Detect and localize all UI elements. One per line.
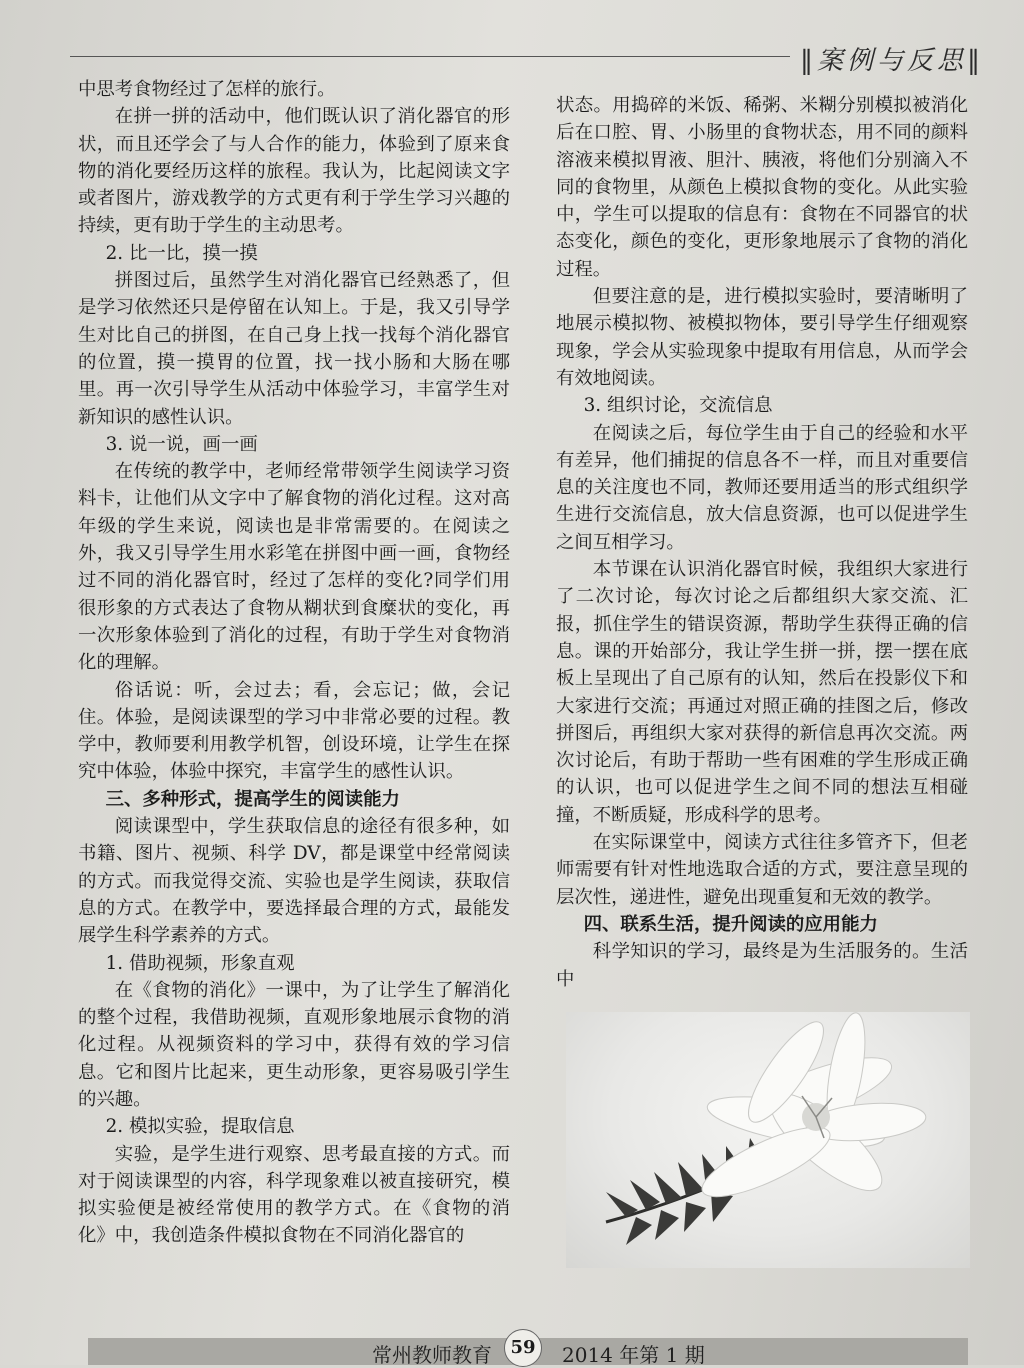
paragraph: 俗话说：听，会过去；看，会忘记；做，会记住。体验，是阅读课型的学习中非常必要的过程。教学中，教师要利用教学机智，创设环境，让学生在探究中体验，体验中探究，丰富学生的感性认识。	[78, 679, 510, 783]
paragraph: 实验，是学生进行观察、思考最直接的方式。而对于阅读课型的内容，科学现象难以被直接研究，模拟实验便是被经常使用的教学方式。在《食物的消化》中，我创造条件模拟食物在不同消化器官的	[78, 1143, 510, 1247]
header-rule	[70, 56, 790, 57]
section-title: ‖案例与反思‖	[800, 46, 985, 76]
paragraph: 拼图过后，虽然学生对消化器官已经熟悉了，但是学习依然还只是停留在认知上。于是，我又引导学生对比自己的拼图，在自己身上找一找每个消化器官的位置，摸一摸胃的位置，找一找小肠和大肠在哪里。再一次引导学生从活动中体验学习，丰富学生对新知识的感性认识。	[78, 270, 510, 428]
flower-photo	[566, 1012, 970, 1268]
left-column	[78, 76, 510, 1250]
paragraph: 在《食物的消化》一课中，为了让学生了解消化的整个过程，我借助视频，直观形象地展示食物的消化过程。从视频资料的学习中，获得有效的学习信息。它和图片比起来，更生动形象，更容易吸引学生的兴趣。	[78, 979, 510, 1110]
paragraph: 中思考食物经过了怎样的旅行。	[78, 79, 336, 100]
page-number: 59	[504, 1329, 542, 1367]
subheading: 1. 借助视频，形象直观	[105, 952, 295, 974]
paragraph: 在阅读之后，每位学生由于自己的经验和水平有差异，他们捕捉的信息各不一样，而且对重要信息的关注度也不同，教师还要用适当的形式组织学生进行交流信息，放大信息资源，也可以促进学生之间互相学习。	[556, 422, 968, 553]
paragraph: 状态。用捣碎的米饭、稀粥、米糊分别模拟被消化后在口腔、胃、小肠里的食物状态，用不同的颜料溶液来模拟胃液、胆汁、胰液，将他们分别滴入不同的食物里，从颜色上模拟食物的变化。从此实验中，学生可以提取的信息有：食物在不同器官的状态变化，颜色的变化，更形象地展示了食物的消化过程。	[556, 95, 968, 280]
paragraph: 在实际课堂中，阅读方式往往多管齐下，但老师需要有针对性地选取合适的方式，要注意呈现的层次性，递进性，避免出现重复和无效的教学。	[556, 832, 968, 908]
subheading: 3. 说一说，画一画	[105, 433, 258, 455]
issue-label: 2014 年第 1 期	[562, 1343, 705, 1367]
flower-illustration	[566, 1012, 970, 1268]
subheading: 2. 模拟实验，提取信息	[105, 1116, 295, 1138]
paragraph: 阅读课型中，学生获取信息的途径有很多种，如书籍、图片、视频、科学 DV，都是课堂中经常阅读的方式。而我觉得交流、实验也是学生阅读，获取信息的方式。在教学中，要选择最合理的方式，最能发展学生科学素养的方式。	[78, 816, 510, 947]
paragraph: 科学知识的学习，最终是为生活服务的。生活中	[556, 941, 968, 990]
section-heading: 三、多种形式，提高学生的阅读能力	[105, 788, 400, 810]
publication-name: 常州教师教育	[372, 1343, 492, 1367]
subheading: 3. 组织讨论，交流信息	[583, 395, 773, 417]
paragraph: 在传统的教学中，老师经常带领学生阅读学习资料卡，让他们从文字中了解食物的消化过程。这对高年级的学生来说，阅读也是非常需要的。在阅读之外，我又引导学生用水彩笔在拼图中画一画，食物经过不同的消化器官时，经过了怎样的变化?同学们用很形象的方式表达了食物从糊状到食糜状的变化，再一次形象体验到了消化的过程，有助于学生对食物消化的理解。	[78, 461, 510, 674]
section-heading: 四、联系生活，提升阅读的应用能力	[583, 913, 878, 935]
subheading: 2. 比一比，摸一摸	[105, 242, 258, 264]
paragraph: 但要注意的是，进行模拟实验时，要清晰明了地展示模拟物、被模拟物体，要引导学生仔细观察现象，学会从实验现象中提取有用信息，从而学会有效地阅读。	[556, 286, 968, 389]
paragraph: 在拼一拼的活动中，他们既认识了消化器官的形状，而且还学会了与人合作的能力，体验到了原来食物的消化要经历这样的旅程。我认为，比起阅读文字或者图片，游戏教学的方式更有利于学生学习兴趣的持续，更有助于学生的主动思考。	[78, 106, 510, 237]
right-column	[556, 92, 968, 993]
paragraph: 本节课在认识消化器官时候，我组织大家进行了二次讨论，每次讨论之后都组织大家交流、汇报，抓住学生的错误资源，帮助学生获得正确的信息。课的开始部分，我让学生拼一拼，摆一摆在底板上呈现出了自己原有的认知，然后在投影仪下和大家进行交流；再通过对照正确的挂图之后，修改拼图后，再组织大家对获得的新信息再次交流。两次讨论后，有助于帮助一些有困难的学生形成正确的认识，也可以促进学生之间不同的想法互相碰撞，不断质疑，形成科学的思考。	[556, 559, 968, 826]
